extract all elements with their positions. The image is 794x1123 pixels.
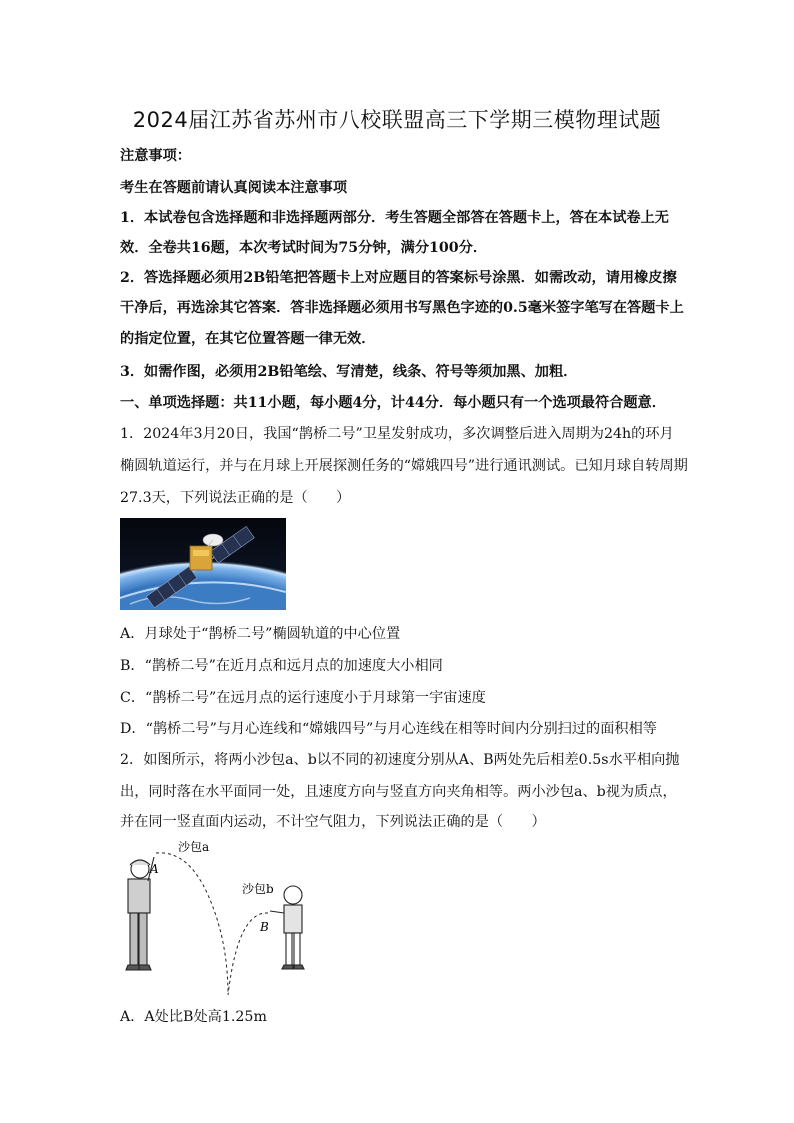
q1-stem-line-3: 27.3天，下列说法正确的是（ ） bbox=[120, 490, 351, 506]
q1-option-c: C．“鹊桥二号”在远月点的运行速度小于月球第一宇宙速度 bbox=[120, 690, 486, 706]
section-heading: 一、单项选择题：共11小题，每小题4分，计44分．每小题只有一个选项最符合题意． bbox=[120, 395, 666, 411]
thrower-b-figure bbox=[270, 886, 304, 969]
notice-item-3: 3．如需作图，必须用2B铅笔绘、写清楚，线条、符号等须加黑、加粗． bbox=[120, 364, 578, 380]
label-sandbag-a: 沙包a bbox=[178, 840, 210, 854]
notice-item-2-line-2: 干净后，再选涂其它答案．答非选择题必须用书写黑色字迹的0.5毫米签字笔写在答题卡上 bbox=[120, 300, 684, 316]
notice-heading: 注意事项： bbox=[120, 148, 191, 164]
q2-stem-line-2: 出，同时落在水平面同一处，且速度方向与竖直方向夹角相等。两小沙包a、b视为质点， bbox=[120, 784, 677, 800]
q1-option-b: B．“鹊桥二号”在近月点和远月点的加速度大小相同 bbox=[120, 658, 443, 674]
projectile-figure bbox=[118, 835, 318, 1000]
q2-option-a: A．A处比B处高1.25m bbox=[120, 1009, 267, 1025]
q1-option-d: D．“鹊桥二号”与月心连线和“嫦娥四号”与月心连线在相等时间内分别扫过的面积相等 bbox=[120, 721, 657, 737]
notice-item-1-line-1: 1．本试卷包含选择题和非选择题两部分．考生答题全部答在答题卡上，答在本试卷上无 bbox=[120, 210, 669, 226]
notice-item-1-line-2: 效．全卷共16题，本次考试时间为75分钟，满分100分． bbox=[120, 240, 488, 256]
q1-option-a: A．月球处于“鹊桥二号”椭圆轨道的中心位置 bbox=[120, 626, 401, 642]
trajectory-a bbox=[156, 853, 228, 995]
notice-intro: 考生在答题前请认真阅读本注意事项 bbox=[120, 180, 348, 196]
notice-item-2-line-3: 的指定位置，在其它位置答题一律无效． bbox=[120, 331, 376, 347]
satellite-image bbox=[120, 518, 286, 610]
page-title: 2024届江苏省苏州市八校联盟高三下学期三模物理试题 bbox=[132, 108, 662, 132]
notice-item-2-line-1: 2．答选择题必须用2B铅笔把答题卡上对应题目的答案标号涂黑．如需改动，请用橡皮擦 bbox=[120, 270, 677, 286]
label-sandbag-b: 沙包b bbox=[242, 882, 274, 896]
q2-stem-line-1: 2．如图所示，将两小沙包a、b以不同的初速度分别从A、B两处先后相差0.5s水平相向抛 bbox=[120, 752, 680, 768]
q1-stem-line-2: 椭圆轨道运行，并与在月球上开展探测任务的“嫦娥四号”进行通讯测试。已知月球自转周期 bbox=[120, 458, 688, 474]
q2-stem-line-3: 并在同一竖直面内运动，不计空气阻力，下列说法正确的是（ ） bbox=[120, 814, 546, 830]
label-point-b: B bbox=[260, 920, 269, 934]
q1-stem-line-1: 1．2024年3月20日，我国“鹊桥二号”卫星发射成功，多次调整后进入周期为24h的环月 bbox=[120, 426, 674, 442]
label-point-a: A bbox=[150, 862, 159, 876]
